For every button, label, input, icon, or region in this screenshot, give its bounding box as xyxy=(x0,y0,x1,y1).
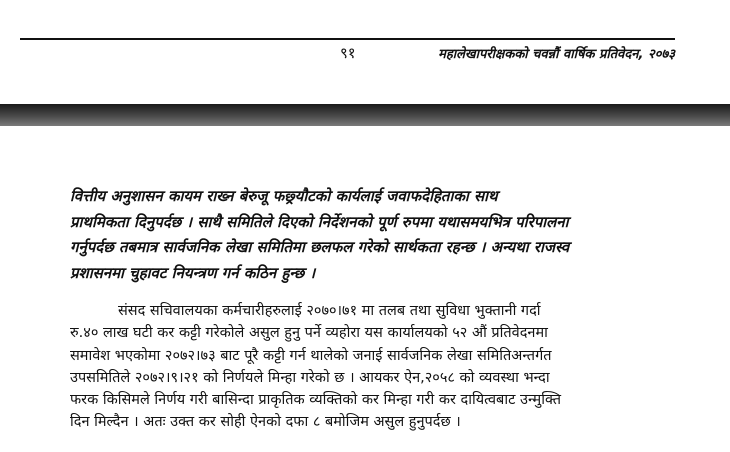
body-line: समावेश भएकोमा २०७२।७३ बाट पूरै कट्टी गर्न थालेको जनाई सार्वजनिक लेखा समितिअन्तर्गत xyxy=(70,347,552,364)
page-separator xyxy=(0,104,730,126)
header-rule xyxy=(20,38,675,40)
page-number: ९१ xyxy=(340,44,356,62)
emphasis-line: प्राथमिकता दिनुपर्दछ । साथै समितिले दिएको निर्देशनको पूर्ण रुपमा यथासमयभित्र परिपालना xyxy=(70,212,569,231)
body-paragraph xyxy=(70,300,680,434)
body-line: रु.४० लाख घटी कर कट्टी गरेकोले असुल हुनु पर्ने व्यहोरा यस कार्यालयको ५२ औं प्रतिवेदनमा xyxy=(70,325,548,342)
body-line: फरक किसिमले निर्णय गरी बासिन्दा प्राकृतिक व्यक्तिको कर मिन्हा गरी कर दायित्वबाट उन्मुक्ति xyxy=(70,392,562,409)
emphasis-line: वित्तीय अनुशासन कायम राख्न बेरुजू फछ्र्यौटको कार्यलाई जवाफदेहिताका साथ xyxy=(70,187,498,205)
body-line: संसद सचिवालयका कर्मचारीहरुलाई २०७०।७१ मा तलब तथा सुविधा भुक्तानी गर्दा xyxy=(118,303,541,319)
running-title: महालेखापरीक्षकको चवन्नौं वार्षिक प्रतिवेदन, २०७३ xyxy=(438,47,675,62)
emphasis-paragraph xyxy=(70,184,678,286)
emphasis-line: प्रशासनमा चुहावट नियन्त्रण गर्न कठिन हुन्छ । xyxy=(70,263,316,282)
emphasis-line: गर्नुपर्दछ तबमात्र सार्वजनिक लेखा समितिमा छलफल गरेको सार्थकता रहन्छ । अन्यथा राजस्व xyxy=(70,238,570,256)
body-line: दिन मिल्दैन । अतः उक्त कर सोही ऐनको दफा ८ बमोजिम असुल हुनुपर्दछ । xyxy=(70,414,461,431)
body-line: उपसमितिले २०७२।९।२१ को निर्णयले मिन्हा गरेको छ । आयकर ऐन,२०५८ को व्यवस्था भन्दा xyxy=(70,369,550,386)
